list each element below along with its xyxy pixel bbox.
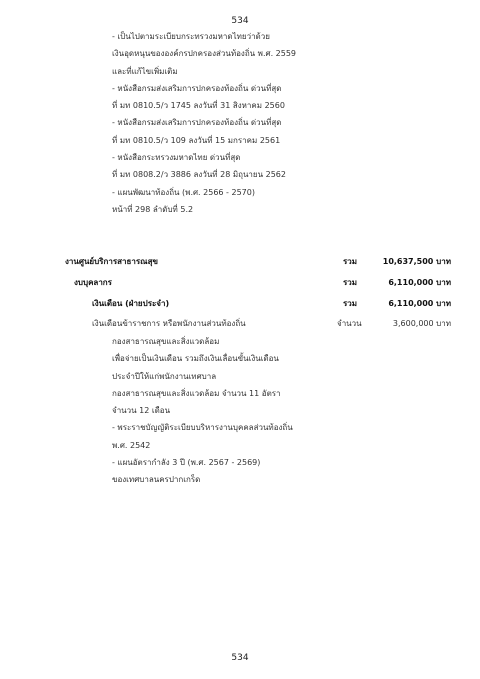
detail-line: พ.ศ. 2542 xyxy=(112,440,151,450)
page-number-bottom: 534 xyxy=(231,653,249,663)
reference-line: ที่ มท 0810.5/ว 1745 ลงวันที่ 31 สิงหาคม 2560 xyxy=(112,101,285,111)
detail-line: ของเทศบาลนครปากเกร็ด xyxy=(112,475,201,485)
page-number-top: 534 xyxy=(231,16,249,26)
item-amount: 3,600,000 บาท xyxy=(392,319,451,328)
reference-line: หน้าที่ 298 ลำดับที่ 5.2 xyxy=(112,204,194,214)
detail-line: จำนวน 12 เดือน xyxy=(112,406,171,416)
category-amount: 6,110,000 บาท xyxy=(388,278,451,287)
detail-line: กองสาธารณสุขและสิ่งแวดล้อม xyxy=(112,337,220,346)
references-block xyxy=(112,28,296,218)
detail-line: กองสาธารณสุขและสิ่งแวดล้อม จำนวน 11 อัตรา xyxy=(112,388,281,398)
subcategory-row xyxy=(0,297,480,311)
detail-line: - พระราชบัญญัติระเบียบบริหารงานบุคคลส่วนท้องถิ่น xyxy=(112,423,293,433)
program-row xyxy=(0,255,480,269)
detail-line: เพื่อจ่ายเป็นเงินเดือน รวมถึงเงินเลื่อนขั้นเงินเดือน xyxy=(112,354,279,364)
detail-line: - แผนอัตรากำลัง 3 ปี (พ.ศ. 2567 - 2569) xyxy=(112,458,261,468)
program-amount: 10,637,500 บาท xyxy=(382,257,451,266)
reference-line: - หนังสือกรมส่งเสริมการปกครองท้องถิ่น ด่วนที่สุด xyxy=(112,83,282,93)
item-quantity-label: จำนวน xyxy=(337,319,362,328)
item-title: เงินเดือนข้าราชการ หรือพนักงานส่วนท้องถิ่น xyxy=(92,319,246,328)
category-total-label: รวม xyxy=(343,278,358,287)
reference-line: - หนังสือกระทรวงมหาดไทย ด่วนที่สุด xyxy=(112,153,241,163)
item-details-block xyxy=(112,333,293,489)
category-title: งบบุคลากร xyxy=(74,278,112,287)
reference-line: - แผนพัฒนาท้องถิ่น (พ.ศ. 2566 - 2570) xyxy=(112,187,255,197)
reference-line: ที่ มท 0808.2/ว 3886 ลงวันที่ 28 มิถุนายน 2562 xyxy=(112,170,286,180)
category-row xyxy=(0,276,480,290)
subcategory-amount: 6,110,000 บาท xyxy=(388,299,451,308)
subcategory-title: เงินเดือน (ฝ่ายประจำ) xyxy=(92,299,170,308)
reference-line: - เป็นไปตามระเบียบกระทรวงมหาดไทยว่าด้วย xyxy=(112,32,270,41)
subcategory-total-label: รวม xyxy=(343,299,358,308)
program-total-label: รวม xyxy=(343,257,358,266)
reference-line: - หนังสือกรมส่งเสริมการปกครองท้องถิ่น ด่วนที่สุด xyxy=(112,118,282,128)
detail-line: ประจำปีให้แก่พนักงานเทศบาล xyxy=(112,371,217,381)
reference-line: ที่ มท 0810.5/ว 109 ลงวันที่ 15 มกราคม 2561 xyxy=(112,135,281,145)
reference-line: เงินอุดหนุนขององค์กรปกครองส่วนท้องถิ่น พ.ศ. 2559 xyxy=(112,49,297,59)
program-title: งานศูนย์บริการสาธารณสุข xyxy=(65,257,158,266)
item-row xyxy=(0,317,480,331)
reference-line: และที่แก้ไขเพิ่มเติม xyxy=(112,66,178,76)
